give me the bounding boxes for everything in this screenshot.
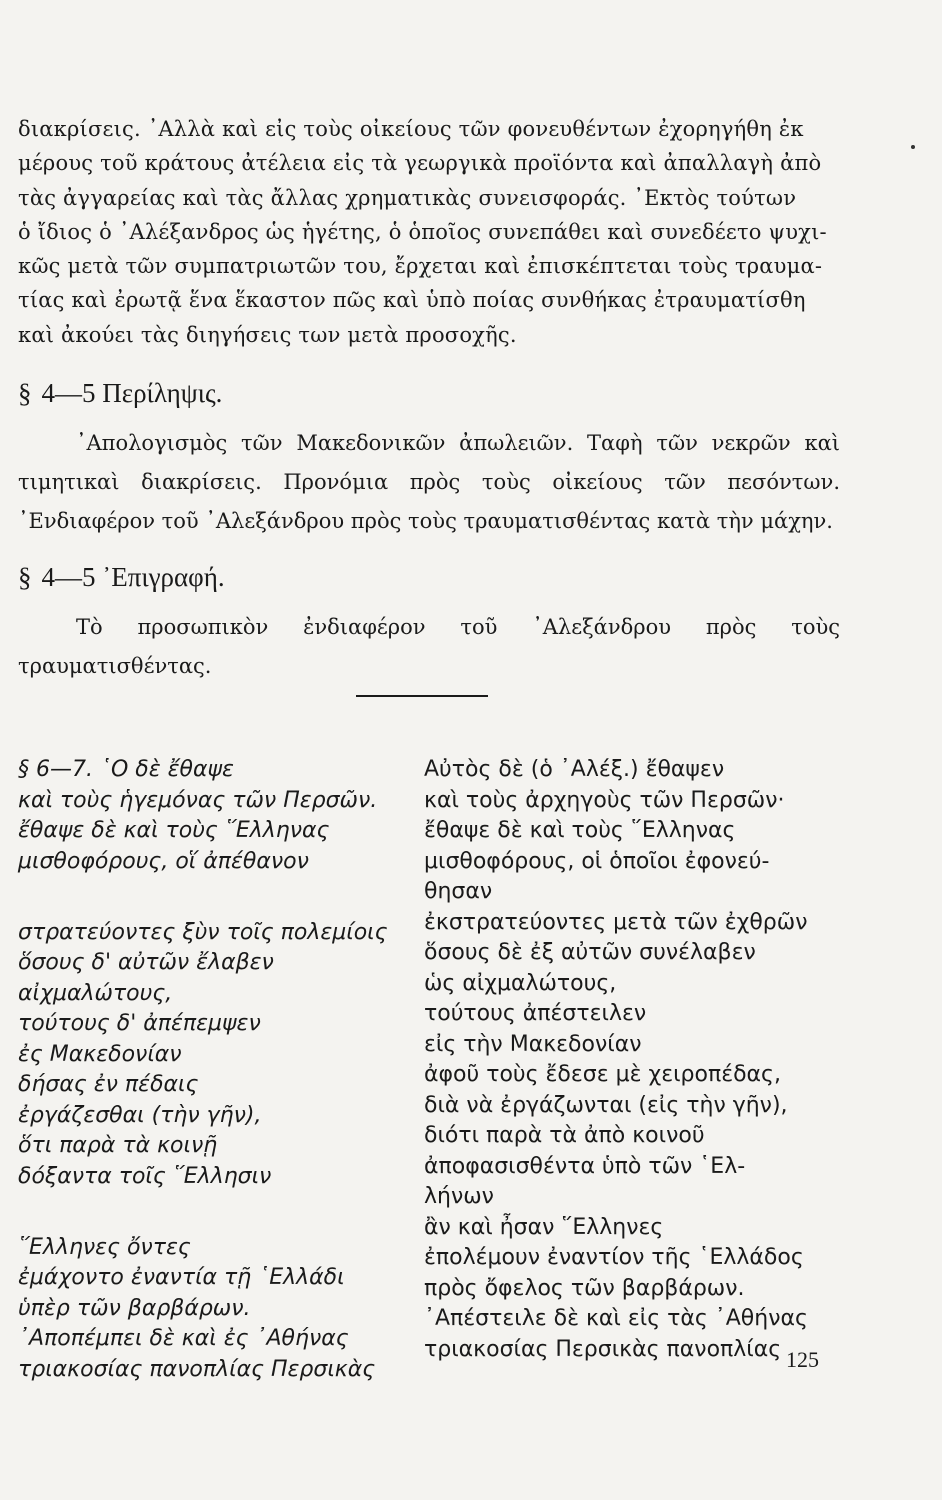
section-symbol: § xyxy=(18,378,32,408)
translation-line: ᾿Απέστειλε δὲ καὶ εἰς τὰς ᾿Αθήνας xyxy=(424,1306,808,1331)
page-number: 125 xyxy=(786,1347,819,1372)
translation-line: καὶ τοὺς ἀρχηγοὺς τῶν Περσῶν· xyxy=(424,787,785,813)
translation-line: εἰς τὴν Μακεδονίαν xyxy=(424,1031,642,1057)
translation-line: ἀφοῦ τοὺς ἔδεσε μὲ χειροπέδας, xyxy=(424,1062,781,1087)
intro-line: τὰς ἀγγαρείας καὶ τὰς ἄλλας χρηματικὰς συνεισφοράς. ᾿Εκτὸς τούτων xyxy=(18,185,797,210)
section-symbol: § xyxy=(18,562,32,592)
intro-line: μέρους τοῦ κράτους ἀτέλεια εἰς τὰ γεωργικὰ προϊόντα καὶ ἀπαλλαγὴ ἀπὸ xyxy=(18,151,822,176)
translation-line: λήνων xyxy=(424,1184,494,1209)
original-line: καὶ τοὺς ἡγεμόνας τῶν Περσῶν. xyxy=(18,787,378,813)
original-line: ἐργάζεσθαι (τὴν γῆν), xyxy=(18,1102,262,1128)
translation-line: τριακοσίας Περσικὰς πανοπλίας xyxy=(424,1336,782,1362)
summary-title: 4—5 Περίληψις. xyxy=(41,378,223,408)
original-line: δήσας ἐν πέδαις xyxy=(18,1072,199,1097)
intro-line: κῶς μετὰ τῶν συμπατριωτῶν του, ἔρχεται καὶ ἐπισκέπτεται τοὺς τραυμα- xyxy=(18,254,823,279)
original-line: ἐμάχοντο ἐναντία τῇ ῾Ελλάδι xyxy=(18,1265,345,1290)
translation-line: ὡς αἰχμαλώτους, xyxy=(424,970,617,996)
translation-column xyxy=(424,755,834,1365)
translation-line: θησαν xyxy=(424,879,493,904)
translation-line: ἀποφασισθέντα ὑπὸ τῶν ῾Ελ- xyxy=(424,1153,746,1179)
intro-line: τίας καὶ ἐρωτᾷ ἕνα ἕκαστον πῶς καὶ ὑπὸ ποίας συνθήκας ἐτραυματίσθη xyxy=(18,288,806,313)
original-line: ὑπὲρ τῶν βαρβάρων. xyxy=(18,1295,251,1321)
original-text-column xyxy=(18,755,408,1385)
translation-line: ἐπολέμουν ἐναντίον τῆς ῾Ελλάδος xyxy=(424,1245,804,1270)
epigraph-heading xyxy=(18,562,225,593)
translation-line: διότι παρὰ τὰ ἀπὸ κοινοῦ xyxy=(424,1123,705,1148)
translation-line: ἐκστρατεύοντες μετὰ τῶν ἐχθρῶν xyxy=(424,909,808,935)
translation-line: τούτους ἀπέστειλεν xyxy=(424,1001,647,1026)
translation-line: πρὸς ὄφελος τῶν βαρβάρων. xyxy=(424,1275,745,1301)
epigraph-text: Τὸ προσωπικὸν ἐνδιαφέρον τοῦ ᾿Αλεξάνδρου πρὸς τοὺς τραυματισθέντας. xyxy=(18,615,840,678)
original-line: ὅτι παρὰ τὰ κοινῇ xyxy=(18,1133,218,1158)
translation-line: Αὐτὸς δὲ (ὁ ᾿Αλέξ.) ἔθαψεν xyxy=(424,757,725,782)
intro-line: διακρίσεις. ᾿Αλλὰ καὶ εἰς τοὺς οἰκείους τῶν φονευθέντων ἐχορηγήθη ἐκ xyxy=(18,117,804,141)
original-line: § 6—7. ῾Ο δὲ ἔθαψε xyxy=(18,757,234,782)
original-line: ὅσους δ' αὐτῶν ἔλαβεν xyxy=(18,950,274,975)
translation-line: ὅσους δὲ ἐξ αὐτῶν συνέλαβεν xyxy=(424,940,756,965)
summary-text: ᾿Απολογισμὸς τῶν Μακεδονικῶν ἀπωλειῶν. Ταφὴ τῶν νεκρῶν καὶ τιμητικαὶ διακρίσεις. Προνόμια πρὸς τοὺς οἰκείους τῶν πεσόντων. ᾿Ενδιαφέρον τοῦ ᾿Αλεξάνδρου πρὸς τοὺς τραυματισθέντας κατὰ τὴν μάχην. xyxy=(18,431,840,533)
original-line: ἔθαψε δὲ καὶ τοὺς ῞Ελληνας xyxy=(18,818,330,843)
original-line: αἰχμαλώτους, xyxy=(18,980,173,1006)
translation-line: ἂν καὶ ἦσαν ῞Ελληνες xyxy=(424,1214,664,1240)
translation-line: ἔθαψε δὲ καὶ τοὺς ῞Ελληνας xyxy=(424,818,736,843)
epigraph-title: 4—5 ᾿Επιγραφή. xyxy=(41,562,225,592)
original-line: τούτους δ' ἀπέπεμψεν xyxy=(18,1011,261,1036)
epigraph-text-block xyxy=(18,608,840,686)
translation-line: μισθοφόρους, οἱ ὁποῖοι ἐφονεύ- xyxy=(424,848,770,874)
original-line: ᾿Αποπέμπει δὲ καὶ ἐς ᾿Αθήνας xyxy=(18,1326,349,1351)
original-line: ἐς Μακεδονίαν xyxy=(18,1041,182,1067)
summary-heading xyxy=(18,378,222,409)
original-line: τριακοσίας πανοπλίας Περσικὰς xyxy=(18,1356,376,1382)
intro-line: ὁ ἴδιος ὁ ᾿Αλέξανδρος ὡς ἡγέτης, ὁ ὁποῖος συνεπάθει καὶ συνεδέετο ψυχι- xyxy=(18,219,827,244)
original-line: ῞Ελληνες ὄντες xyxy=(18,1234,191,1260)
summary-text-block xyxy=(18,424,840,541)
original-line: μισθοφόρους, οἵ ἀπέθανον xyxy=(18,848,309,874)
intro-line: καὶ ἀκούει τὰς διηγήσεις των μετὰ προσοχῆς. xyxy=(18,322,517,347)
original-line: δόξαντα τοῖς ῞Ελλησιν xyxy=(18,1163,272,1189)
translation-line: διὰ νὰ ἐργάζωνται (εἰς τὴν γῆν), xyxy=(424,1092,788,1118)
original-line: στρατεύοντες ξὺν τοῖς πολεμίοις xyxy=(18,919,388,945)
margin-mark xyxy=(911,145,915,149)
section-divider xyxy=(356,695,488,697)
intro-paragraph xyxy=(18,112,840,352)
